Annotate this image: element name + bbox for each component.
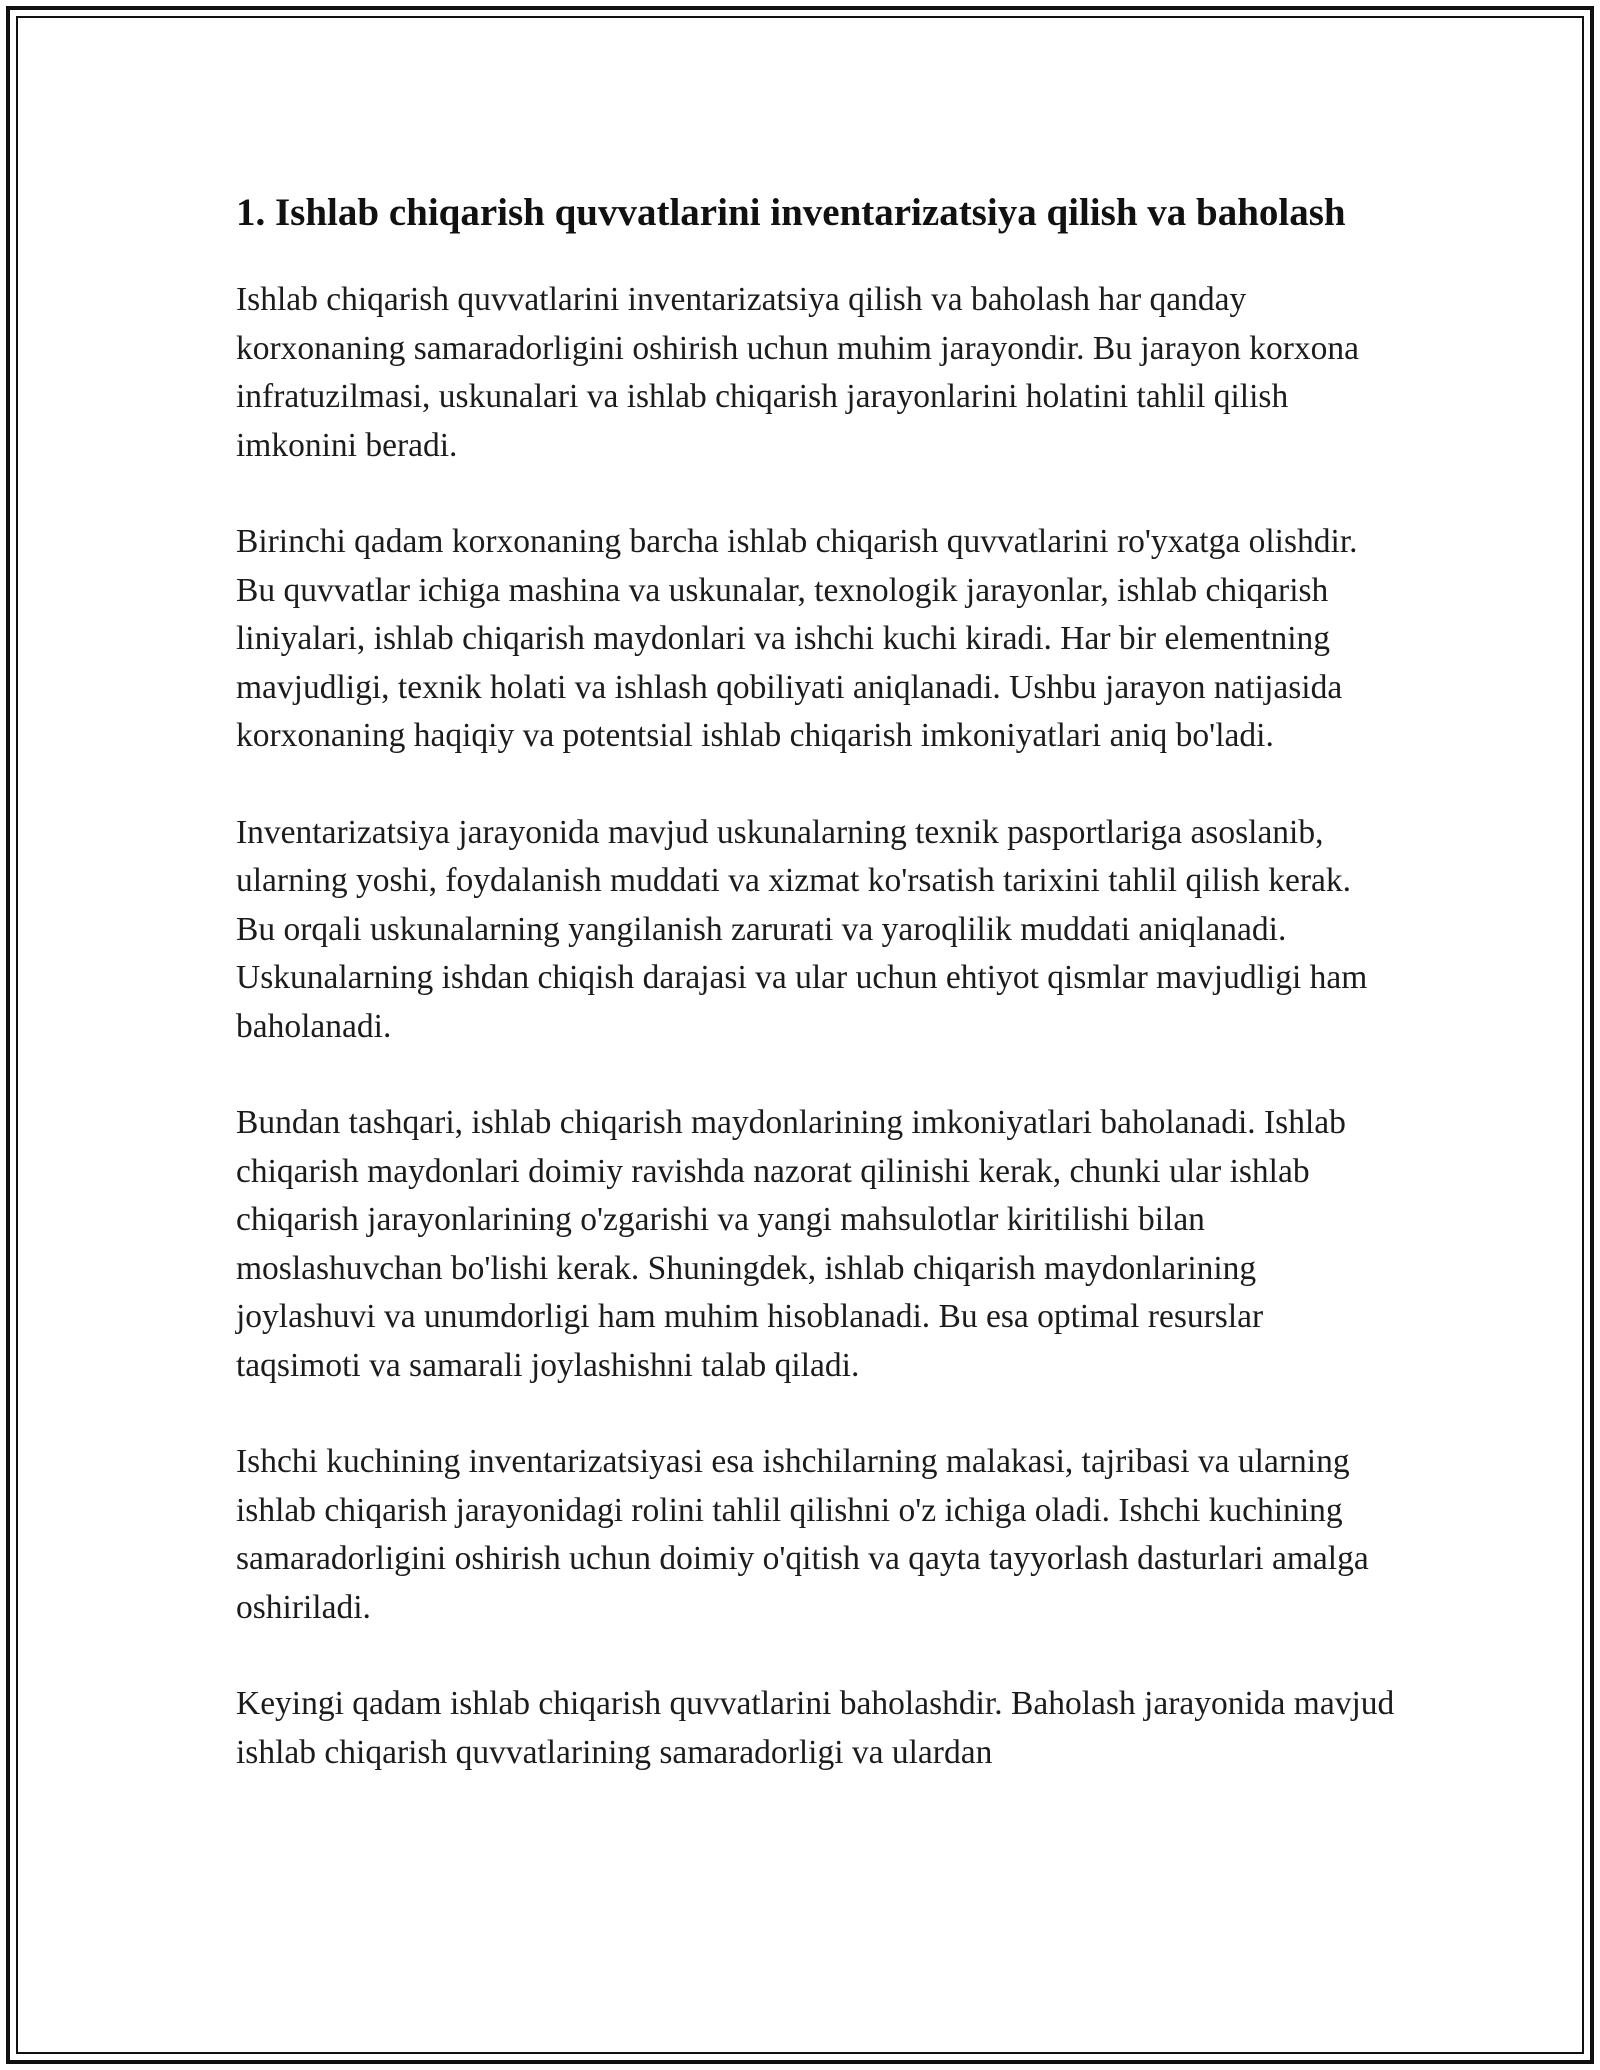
paragraph-6: Keyingi qadam ishlab chiqarish quvvatlarini baholashdir. Baholash jarayonida mavjud ishlab chiqarish quvvatlarining samaradorligi va ulardan xyxy=(236,1685,1395,1771)
paragraph-5: Ishchi kuchining inventarizatsiyasi esa ishchilarning malakasi, tajribasi va ularning ishlab chiqarish jarayonidagi rolini tahlil qilishni o'z ichiga oladi. Ishchi kuchining samaradorligini oshirish uchun doimiy o'qitish va qayta tayyorlash dasturlari amalga oshiriladi. xyxy=(236,1443,1369,1626)
paragraph-4: Bundan tashqari, ishlab chiqarish maydonlarining imkoniyatlari baholanadi. Ishlab chiqarish maydonlari doimiy ravishda nazorat qilinishi kerak, chunki ular ishlab chiqarish jarayonlarining o'zgarishi va yangi mahsulotlar kiritilishi bilan moslashuvchan bo'lishi kerak. Shuningdek, ishlab chiqarish maydonlarining joylashuvi va unumdorligi ham muhim hisoblanadi. Bu esa optimal resurslar taqsimoti va samarali joylashishni talab qiladi. xyxy=(236,1104,1346,1384)
paragraph-3: Inventarizatsiya jarayonida mavjud uskunalarning texnik pasportlariga asoslanib, ularning yoshi, foydalanish muddati va xizmat ko'rsatish tarixini tahlil qilish kerak. Bu orqali uskunalarning yangilanish zarurati va yaroqlilik muddati aniqlanadi. Uskunalarning ishdan chiqish darajasi va ular uchun ehtiyot qismlar mavjudligi ham baholanadi. xyxy=(236,813,1368,1045)
section-heading: 1. Ishlab chiqarish quvvatlarini inventarizatsiya qilish va baholash xyxy=(236,191,1346,234)
paragraph-1: Ishlab chiqarish quvvatlarini inventarizatsiya qilish va baholash har qanday korxonaning samaradorligini oshirish uchun muhim jarayondir. Bu jarayon korxona infratuzilmasi, uskunalari va ishlab chiqarish jarayonlarini holatini tahlil qilish imkonini beradi. xyxy=(236,281,1359,464)
paragraph-2: Birinchi qadam korxonaning barcha ishlab chiqarish quvvatlarini ro'yxatga olishdir. Bu quvvatlar ichiga mashina va uskunalar, texnologik jarayonlar, ishlab chiqarish liniyalari, ishlab chiqarish maydonlari va ishchi kuchi kiradi. Har bir elementning mavjudligi, texnik holati va ishlash qobiliyati aniqlanadi. Ushbu jarayon natijasida korxonaning haqiqiy va potentsial ishlab chiqarish imkoniyatlari aniq bo'ladi. xyxy=(236,523,1358,754)
document-body xyxy=(236,186,1396,1777)
